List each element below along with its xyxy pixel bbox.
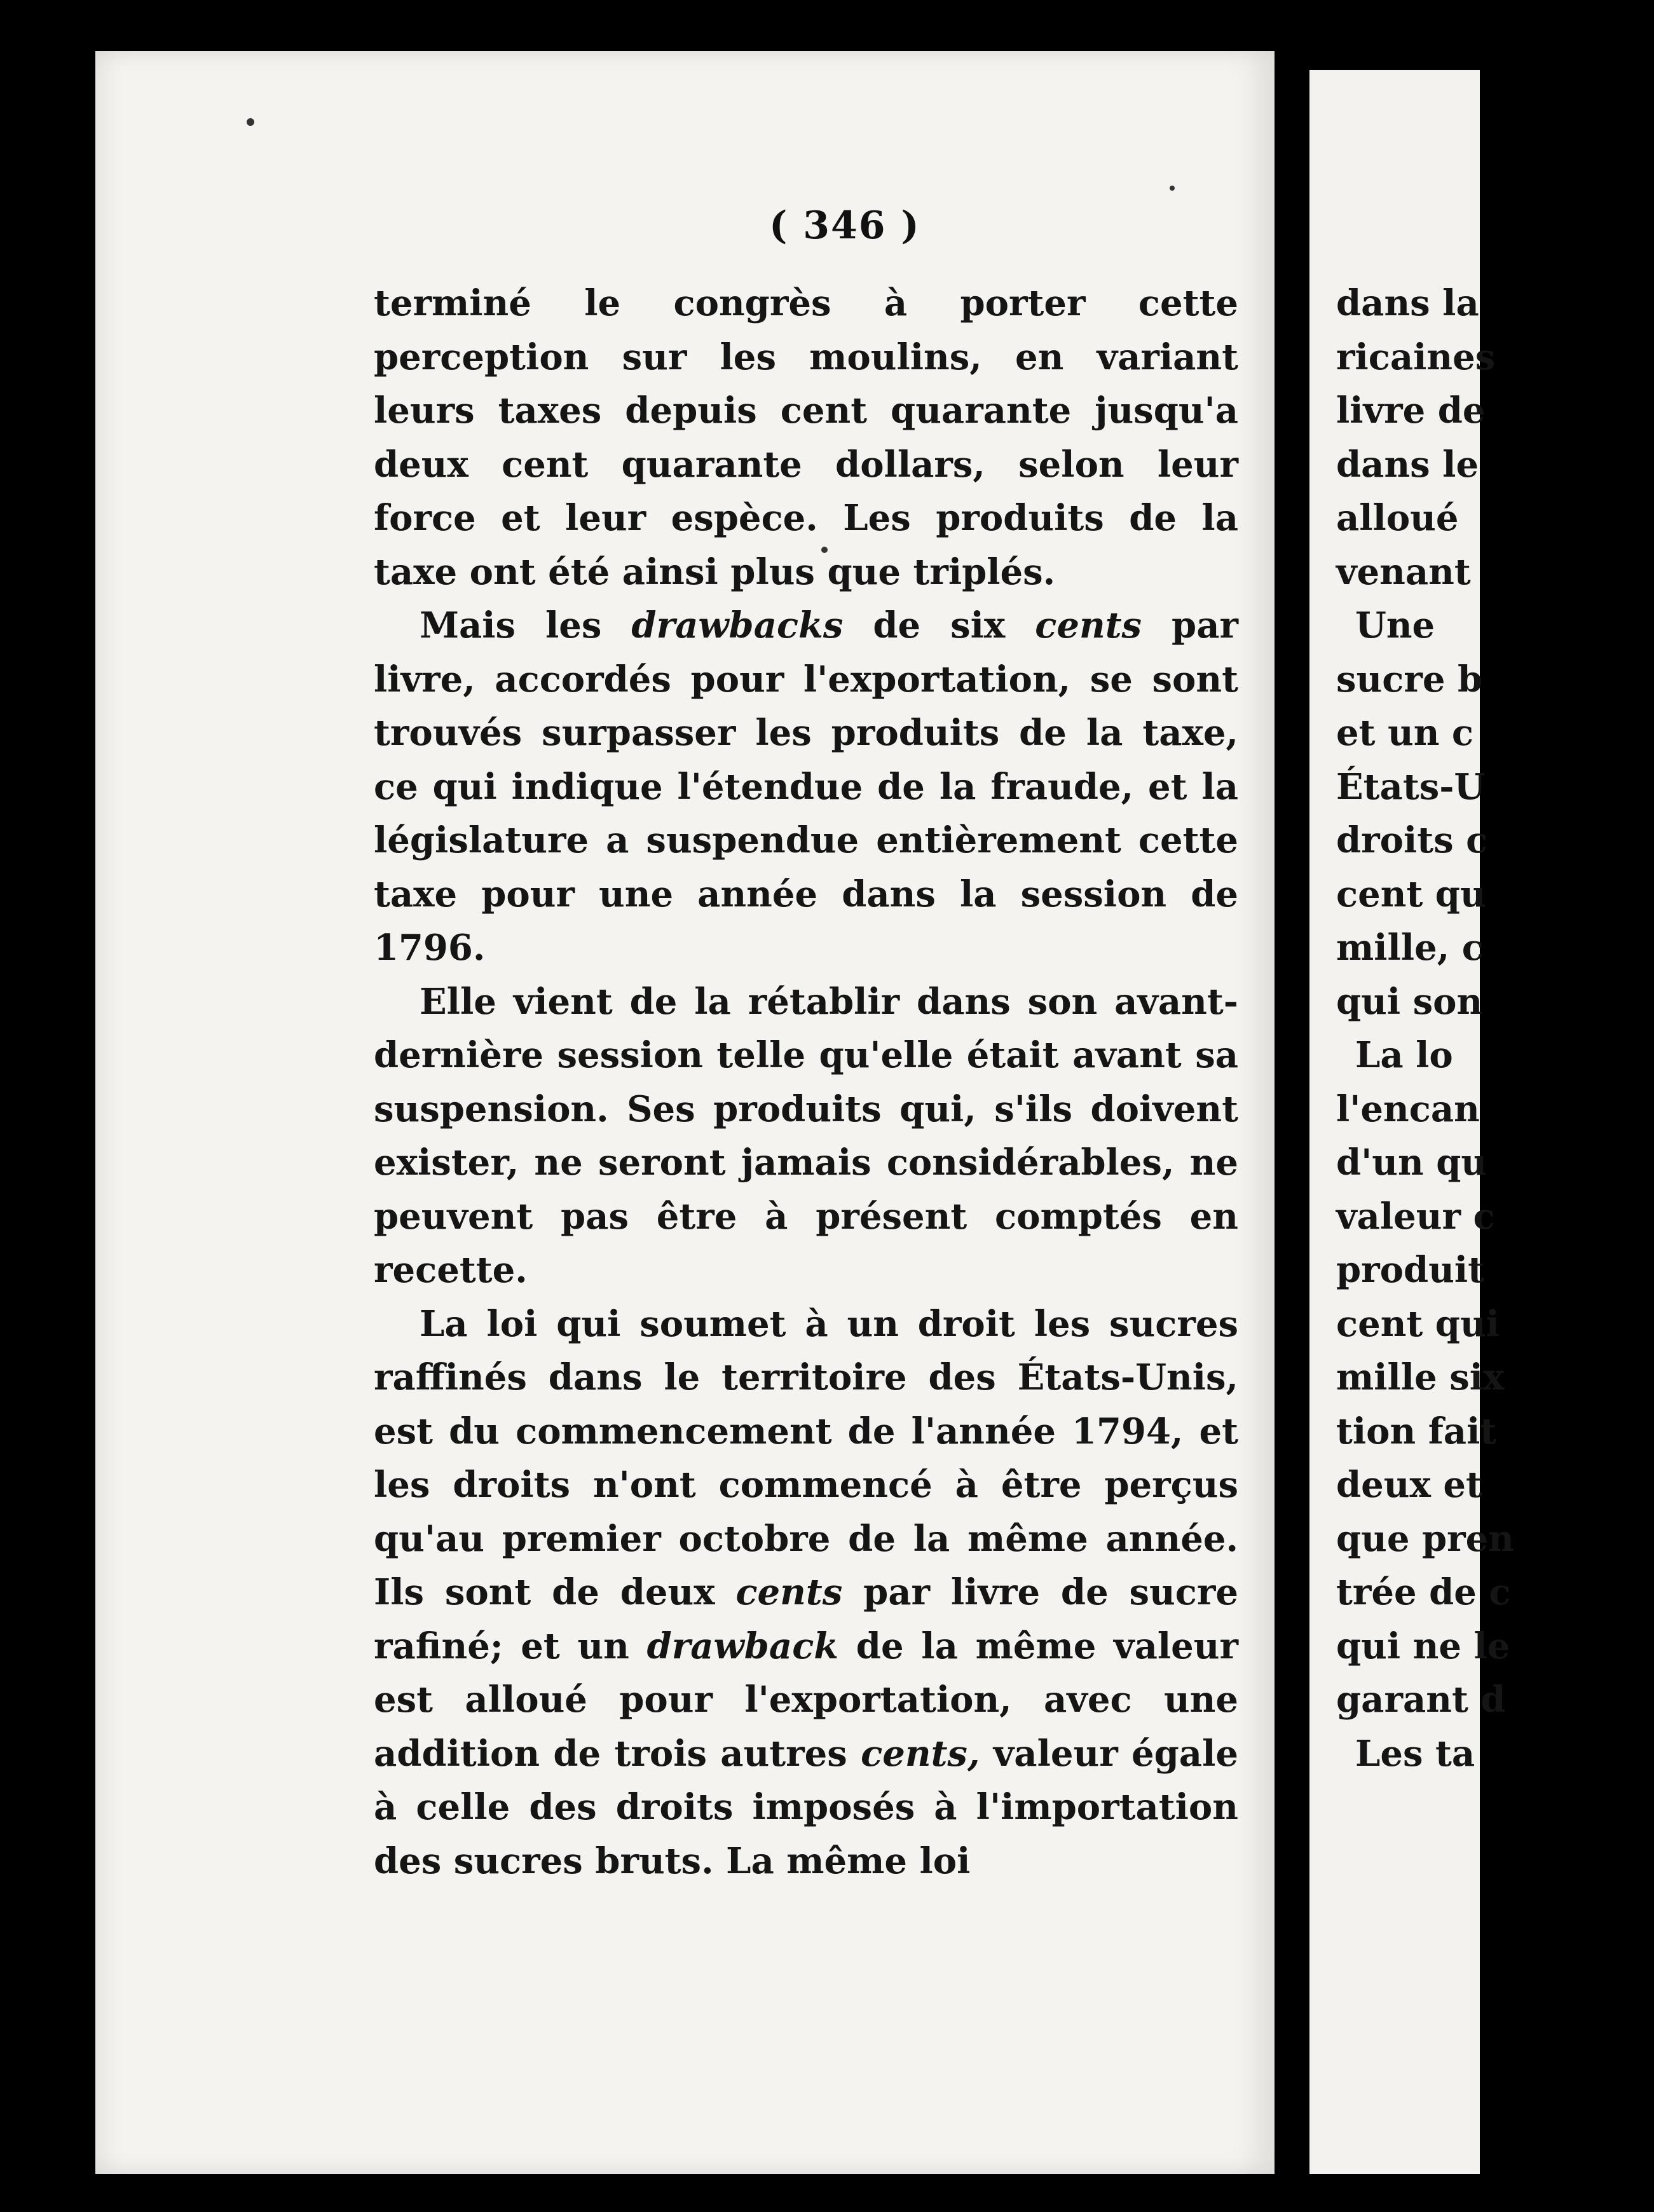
- right-page-line: mille, c: [1336, 927, 1484, 969]
- text-run: par livre, accordés pour l'exportation, se sont trouvés surpasser les produits de la taxe, ce qui indique l'étendue de la fraude, et la législature a suspendue entièrement cette taxe pour une année dans la session de 1796.: [374, 604, 1238, 969]
- right-page-line: alloué: [1336, 497, 1459, 539]
- right-page-line: garant d: [1336, 1679, 1506, 1721]
- page-number: ( 346 ): [769, 203, 920, 248]
- text-run: de six: [843, 604, 1035, 646]
- right-page-line: produit: [1336, 1249, 1485, 1291]
- right-page-line: trée de c: [1336, 1571, 1511, 1613]
- right-page-line: venant: [1336, 550, 1471, 593]
- paragraph-2: [374, 599, 1238, 975]
- right-page-line: dans le: [1336, 443, 1479, 486]
- italic-term: cents: [735, 1571, 843, 1613]
- text-run: valeur égale à celle des droits imposés à l'importation des sucres bruts. La même loi: [374, 1732, 1238, 1882]
- paragraph-3: [374, 975, 1238, 1297]
- ink-speck: [247, 118, 254, 126]
- text-run: La loi qui soumet à un droit les sucres raffinés dans le territoire des États-Unis, est du commencement de l'année 1794, et les droits n'ont commencé à être perçus qu'au premier octobre de la même année. Ils sont de deux: [374, 1302, 1238, 1613]
- text-run: Mais les: [420, 604, 632, 646]
- ink-speck: [1170, 186, 1175, 191]
- right-page-line: mille six: [1336, 1356, 1505, 1398]
- italic-term: drawbacks: [631, 604, 844, 646]
- text-run: par livre de sucre rafiné; et un: [374, 1571, 1238, 1667]
- text-run: Elle vient de la rétablir dans son avant-dernière session telle qu'elle était avant sa suspension. Ses produits qui, s'ils doivent exister, ne seront jamais considérables, ne peuvent pas être à présent comptés en recette.: [374, 980, 1238, 1291]
- right-page-line: qui son: [1336, 980, 1483, 1023]
- right-page-line: ricaines: [1336, 336, 1496, 378]
- right-page-line: qui ne le: [1336, 1625, 1510, 1667]
- right-page-line: dans la: [1336, 282, 1479, 324]
- right-page-line: tion fait: [1336, 1410, 1497, 1452]
- right-page-line: deux et: [1336, 1464, 1482, 1506]
- italic-term: cents: [1035, 604, 1142, 646]
- right-page-line: cent qui: [1336, 1302, 1500, 1345]
- right-page-line: Les ta: [1355, 1732, 1475, 1775]
- paragraph-4: [374, 1297, 1238, 1888]
- body-text: [374, 276, 1238, 1888]
- right-page-line: sucre b: [1336, 658, 1483, 700]
- italic-term: cents,: [861, 1732, 980, 1775]
- right-page-line: Une: [1355, 604, 1435, 646]
- right-page-line: d'un qu: [1336, 1142, 1487, 1184]
- right-page-line: et un c: [1336, 712, 1474, 754]
- right-page-line: États-U: [1336, 765, 1486, 808]
- right-page-line: livre de: [1336, 390, 1486, 432]
- italic-term: drawback: [646, 1625, 839, 1667]
- text-run: terminé le congrès à porter cette perception sur les moulins, en variant leurs taxes depuis cent quarante jusqu'a deux cent quarante dollars, selon leur force et leur espèce. Les produits de la taxe ont été ainsi plus que triplés.: [374, 282, 1238, 593]
- right-page-line: valeur c: [1336, 1195, 1495, 1238]
- paragraph-1: [374, 276, 1238, 599]
- right-page-line: droits c: [1336, 819, 1488, 861]
- text-run: de la même valeur est alloué pour l'exportation, avec une addition de trois autres: [374, 1625, 1238, 1775]
- right-page-text: [1336, 276, 1654, 1780]
- right-page-line: La lo: [1355, 1034, 1453, 1076]
- right-page-line: que pren: [1336, 1517, 1514, 1560]
- right-page-line: l'encan: [1336, 1088, 1480, 1130]
- right-page-line: cent qu: [1336, 873, 1486, 915]
